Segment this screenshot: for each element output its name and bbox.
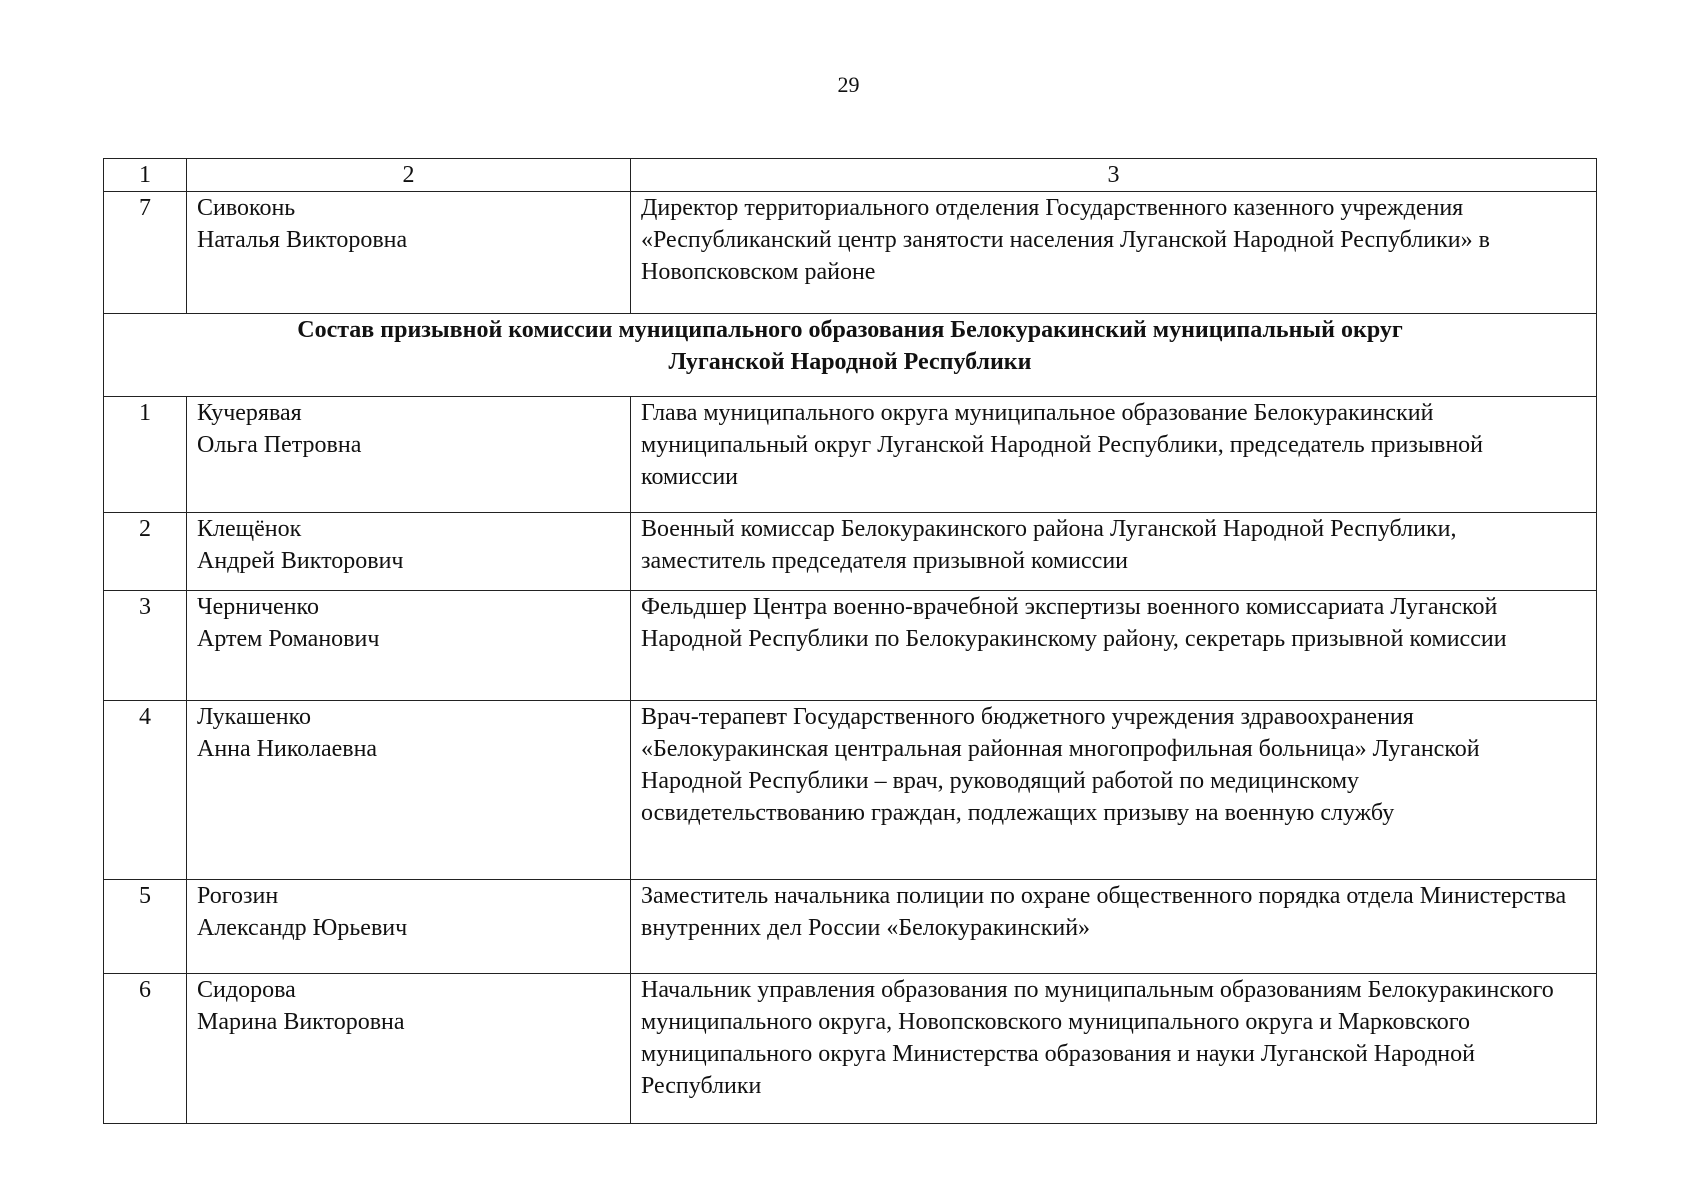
commission-table (103, 158, 1597, 1124)
row-number: 1 (104, 397, 187, 513)
member-name (187, 974, 631, 1124)
member-surname: Лукашенко (197, 704, 312, 730)
member-name (187, 513, 631, 591)
row-number: 2 (104, 513, 187, 591)
table-row (104, 701, 1597, 880)
member-position (631, 591, 1597, 701)
member-surname: Черниченко (197, 594, 319, 620)
position-text: Фельдшер Центра военно-врачебной экспертизы военного комиссариата Луганской Народной Республики по Белокуракинскому району, секретарь призывной комиссии (641, 594, 1507, 652)
page-number: 29 (837, 72, 860, 97)
member-position (631, 513, 1597, 591)
member-name (187, 880, 631, 974)
section-title (104, 314, 1597, 397)
table-row (104, 397, 1597, 513)
column-header: 2 (187, 159, 631, 192)
member-given-names: Наталья Викторовна (197, 227, 408, 253)
member-given-names: Марина Викторовна (197, 1009, 405, 1035)
member-name (187, 192, 631, 314)
member-surname: Рогозин (197, 883, 279, 909)
position-text: Врач-терапевт Государственного бюджетного учреждения здравоохранения «Белокуракинская центральная районная многопрофильная больница» Луганской Народной Республики – врач, руководящий работой по медицинскому освидетельствованию граждан, подлежащих призыву на военную службу (641, 704, 1480, 826)
member-position (631, 192, 1597, 314)
row-number: 7 (104, 192, 187, 314)
position-text: Глава муниципального округа муниципальное образование Белокуракинский муниципальный округ Луганской Народной Республики, председатель призывной комиссии (641, 400, 1484, 490)
member-given-names: Анна Николаевна (197, 736, 378, 762)
table-row (104, 591, 1597, 701)
table-header-row (104, 159, 1597, 192)
member-surname: Клещёнок (197, 516, 302, 542)
member-position (631, 974, 1597, 1124)
table-row (104, 880, 1597, 974)
row-number: 6 (104, 974, 187, 1124)
member-position (631, 397, 1597, 513)
member-name (187, 397, 631, 513)
member-given-names: Александр Юрьевич (197, 915, 408, 941)
section-title-line: Луганской Народной Республики (668, 349, 1032, 375)
row-number: 3 (104, 591, 187, 701)
member-given-names: Ольга Петровна (197, 432, 362, 458)
position-text: Начальник управления образования по муниципальным образованиям Белокуракинского муниципального округа, Новопсковского муниципального округа и Марковского муниципального округа Министерства образования и науки Луганской Народной Республики (641, 977, 1554, 1099)
position-text: Заместитель начальника полиции по охране общественного порядка отдела Министерства внутренних дел России «Белокуракинский» (641, 883, 1567, 941)
position-text: Директор территориального отделения Государственного казенного учреждения «Республиканский центр занятости населения Луганской Народной Республики» в Новопсковском районе (641, 195, 1490, 285)
row-number: 4 (104, 701, 187, 880)
member-surname: Сидорова (197, 977, 296, 1003)
member-surname: Сивоконь (197, 195, 296, 221)
table-row (104, 192, 1597, 314)
section-heading-row (104, 314, 1597, 397)
row-number: 5 (104, 880, 187, 974)
column-header: 1 (104, 159, 187, 192)
member-name (187, 591, 631, 701)
member-name (187, 701, 631, 880)
column-header: 3 (631, 159, 1597, 192)
member-position (631, 880, 1597, 974)
section-title-line: Состав призывной комиссии муниципального образования Белокуракинский муниципальный округ (297, 317, 1403, 343)
member-surname: Кучерявая (197, 400, 302, 426)
table-row (104, 974, 1597, 1124)
table-row (104, 513, 1597, 591)
member-given-names: Артем Романович (197, 626, 380, 652)
position-text: Военный комиссар Белокуракинского района Луганской Народной Республики, заместитель председателя призывной комиссии (641, 516, 1457, 574)
member-position (631, 701, 1597, 880)
member-given-names: Андрей Викторович (197, 548, 404, 574)
